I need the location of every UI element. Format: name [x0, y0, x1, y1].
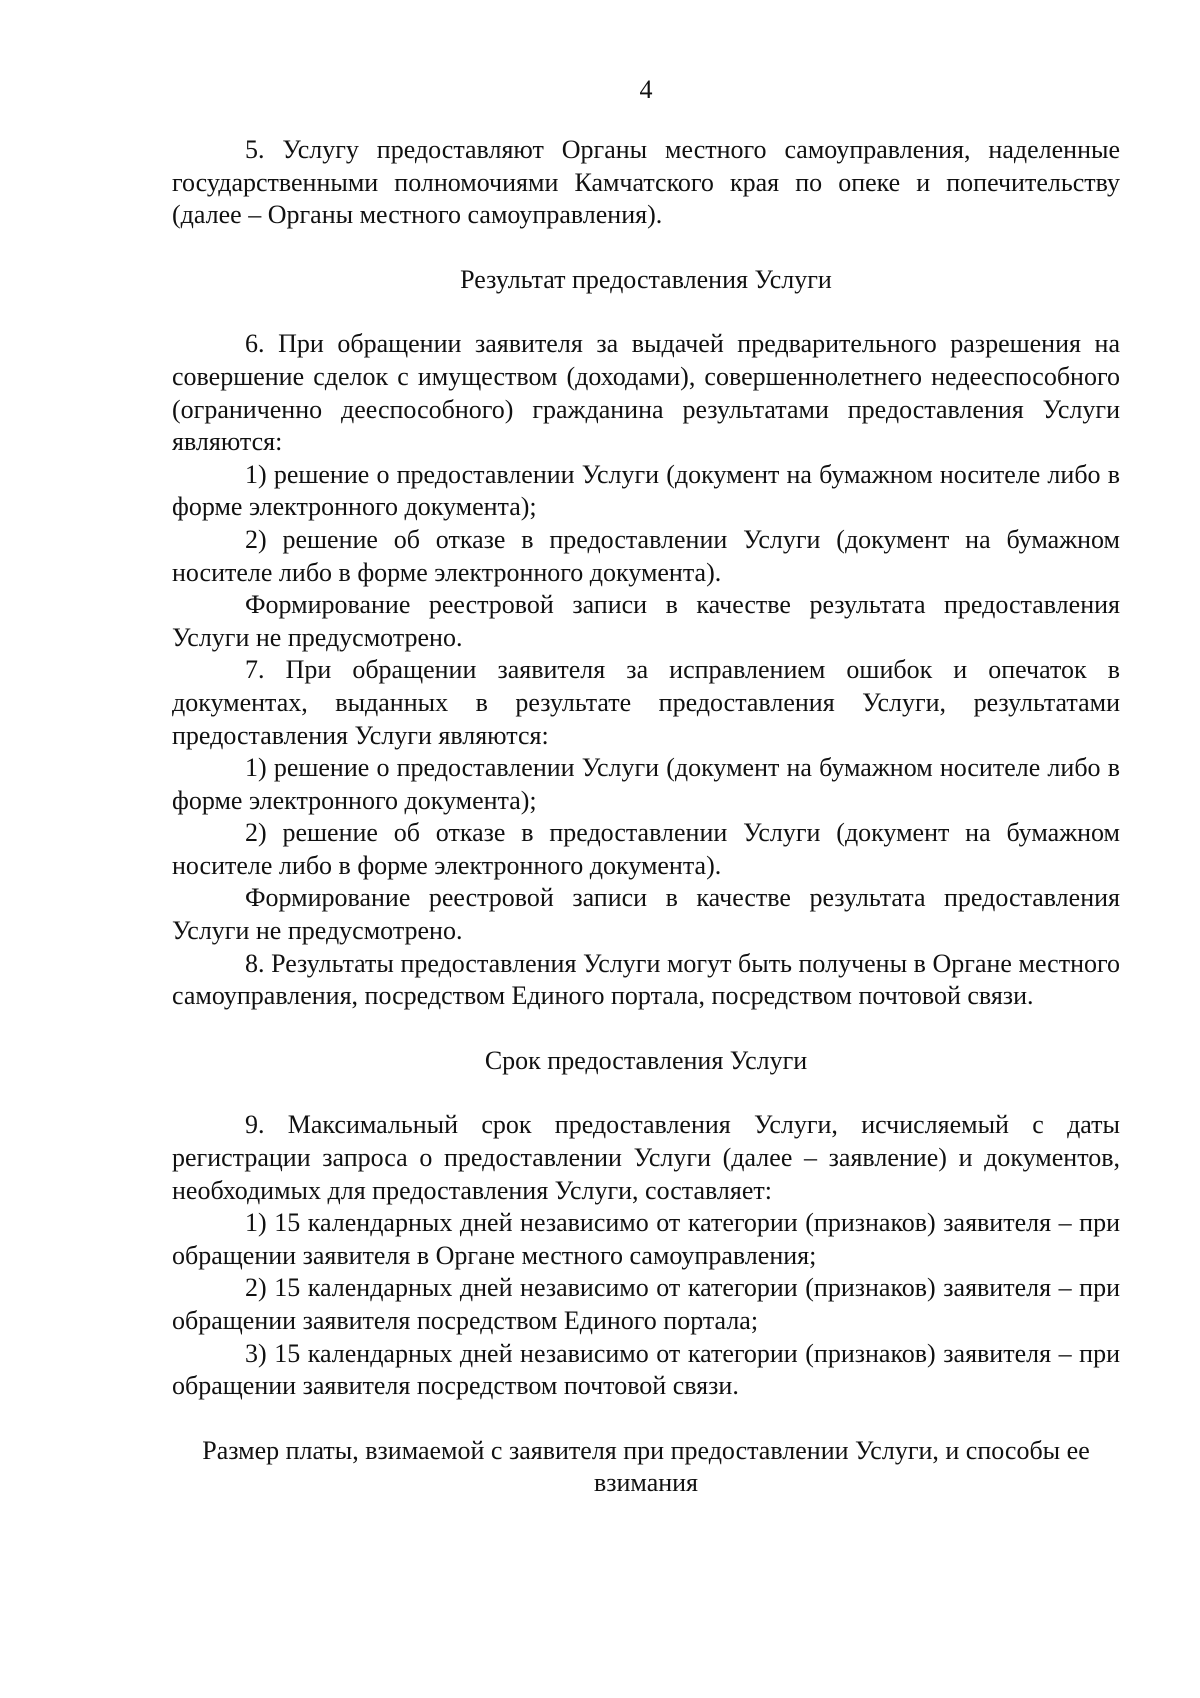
paragraph-7-registry-note: Формирование реестровой записи в качестве результата предоставления Услуги не предусмотрено.	[172, 883, 1120, 946]
paragraph-6-item-1: 1) решение о предоставлении Услуги (документ на бумажном носителе либо в форме электронного документа);	[172, 459, 1120, 522]
paragraph-9-item-3: 3) 15 календарных дней независимо от категории (признаков) заявителя – при обращении заявителя посредством почтовой связи.	[172, 1338, 1120, 1401]
paragraph-8: 8. Результаты предоставления Услуги могут быть получены в Органе местного самоуправления, посредством Единого портала, посредством почтовой связи.	[172, 948, 1120, 1011]
paragraph-9-item-2: 2) 15 календарных дней независимо от категории (признаков) заявителя – при обращении заявителя посредством Единого портала;	[172, 1273, 1120, 1335]
document-page	[172, 0, 1120, 1698]
page-number: 4	[639, 75, 653, 104]
paragraph-6-registry-note: Формирование реестровой записи в качестве результата предоставления Услуги не предусмотрено.	[172, 590, 1120, 652]
paragraph-9: 9. Максимальный срок предоставления Услуги, исчисляемый с даты регистрации запроса о предоставлении Услуги (далее – заявление) и документов, необходимых для предоставления Услуги, составляет:	[172, 1110, 1120, 1205]
paragraph-7-item-1: 1) решение о предоставлении Услуги (документ на бумажном носителе либо в форме электронного документа);	[172, 753, 1120, 815]
paragraph-7-item-2: 2) решение об отказе в предоставлении Услуги (документ на бумажном носителе либо в форме электронного документа).	[172, 818, 1120, 880]
paragraph-6: 6. При обращении заявителя за выдачей предварительного разрешения на совершение сделок с имуществом (доходами), совершеннолетнего недееспособного (ограниченно дееспособного) гражданина результатами предоставления Услуги являются:	[172, 329, 1120, 457]
heading-service-result: Результат предоставления Услуги	[460, 264, 832, 294]
paragraph-6-item-2: 2) решение об отказе в предоставлении Услуги (документ на бумажном носителе либо в форме электронного документа).	[172, 524, 1120, 587]
heading-service-fee: Размер платы, взимаемой с заявителя при предоставлении Услуги, и способы ее взимания	[202, 1435, 1090, 1498]
paragraph-7: 7. При обращении заявителя за исправлением ошибок и опечаток в документах, выданных в результате предоставления Услуги, результатами предоставления Услуги являются:	[172, 655, 1120, 750]
document-body	[172, 134, 1120, 1500]
paragraph-5: 5. Услугу предоставляют Органы местного самоуправления, наделенные государственными полномочиями Камчатского края по опеке и попечительству (далее – Органы местного самоуправления).	[172, 135, 1120, 230]
paragraph-9-item-1: 1) 15 календарных дней независимо от категории (признаков) заявителя – при обращении заявителя в Органе местного самоуправления;	[172, 1208, 1120, 1270]
heading-service-term: Срок предоставления Услуги	[484, 1045, 808, 1075]
